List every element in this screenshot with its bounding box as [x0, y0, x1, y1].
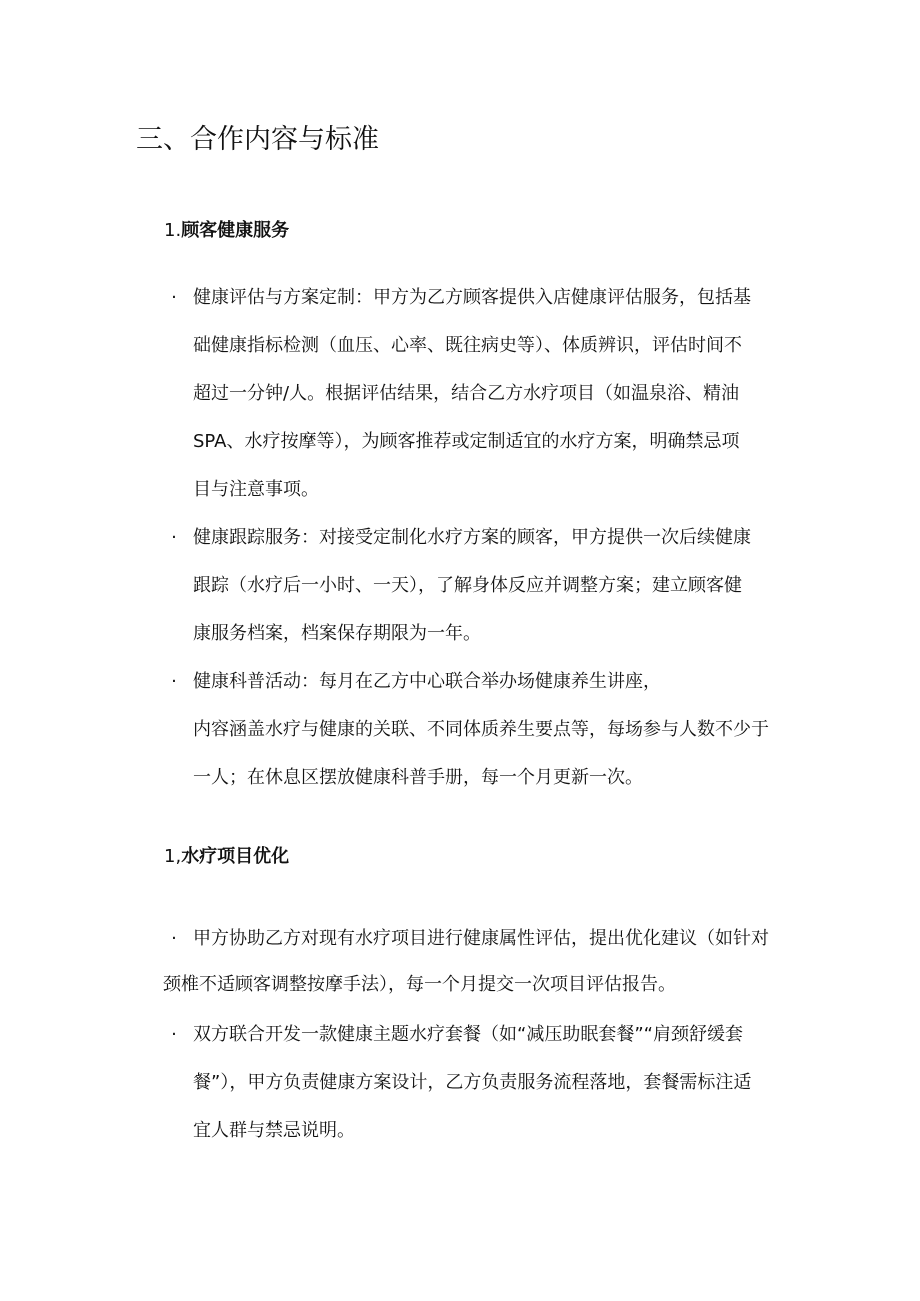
paragraph-line: 健康跟踪服务：对接受定制化水疗方案的顾客，甲方提供一次后续健康 — [193, 527, 751, 548]
paragraph-line: 一人；在休息区摆放健康科普手册，每一个月更新一次。 — [193, 767, 643, 788]
paragraph-line: 餐”），甲方负责健康方案设计，乙方负责服务流程落地，套餐需标注适 — [193, 1072, 752, 1093]
paragraph-line: 颈椎不适顾客调整按摩手法），每一个月提交一次项目评估报告。 — [163, 974, 676, 995]
bullet-icon: · — [171, 287, 177, 308]
bullet-icon: · — [171, 671, 177, 692]
section-title: 顾客健康服务 — [181, 220, 290, 241]
bullet-icon: · — [171, 527, 177, 548]
page-title: 三、合作内容与标准 — [136, 124, 379, 155]
section-heading-health-service — [164, 216, 289, 246]
section-heading-spa-optimization — [164, 842, 289, 872]
section-number: 1. — [164, 220, 182, 241]
paragraph-line: 双方联合开发一款健康主题水疗套餐（如“减压助眠套餐”“肩颈舒缓套 — [193, 1024, 743, 1045]
bullet-icon: · — [171, 928, 177, 949]
paragraph-line: 宜人群与禁忌说明。 — [193, 1120, 355, 1141]
paragraph-line: 内容涵盖水疗与健康的关联、不同体质养生要点等，每场参与人数不少于 — [193, 719, 769, 740]
paragraph-line: 础健康指标检测（血压、心率、既往病史等）、体质辨识，评估时间不 — [193, 335, 742, 356]
bullet-icon: · — [171, 1024, 177, 1045]
paragraph-line: 康服务档案，档案保存期限为一年。 — [193, 623, 481, 644]
paragraph-line: 甲方协助乙方对现有水疗项目进行健康属性评估，提出优化建议（如针对 — [193, 928, 769, 949]
paragraph-line: 健康评估与方案定制：甲方为乙方顾客提供入店健康评估服务，包括基 — [193, 287, 751, 308]
paragraph-line: 超过一分钟/人。根据评估结果，结合乙方水疗项目（如温泉浴、精油 — [193, 383, 740, 404]
section-number: 1, — [164, 846, 182, 867]
paragraph-line: 健康科普活动：每月在乙方中心联合举办场健康养生讲座， — [193, 671, 661, 692]
section-title: 水疗项目优化 — [181, 846, 290, 867]
paragraph-line: 跟踪（水疗后一小时、一天），了解身体反应并调整方案；建立顾客健 — [193, 575, 742, 596]
paragraph-line: SPA、水疗按摩等），为顾客推荐或定制适宜的水疗方案，明确禁忌项 — [193, 431, 740, 452]
paragraph-line: 目与注意事项。 — [193, 479, 319, 500]
